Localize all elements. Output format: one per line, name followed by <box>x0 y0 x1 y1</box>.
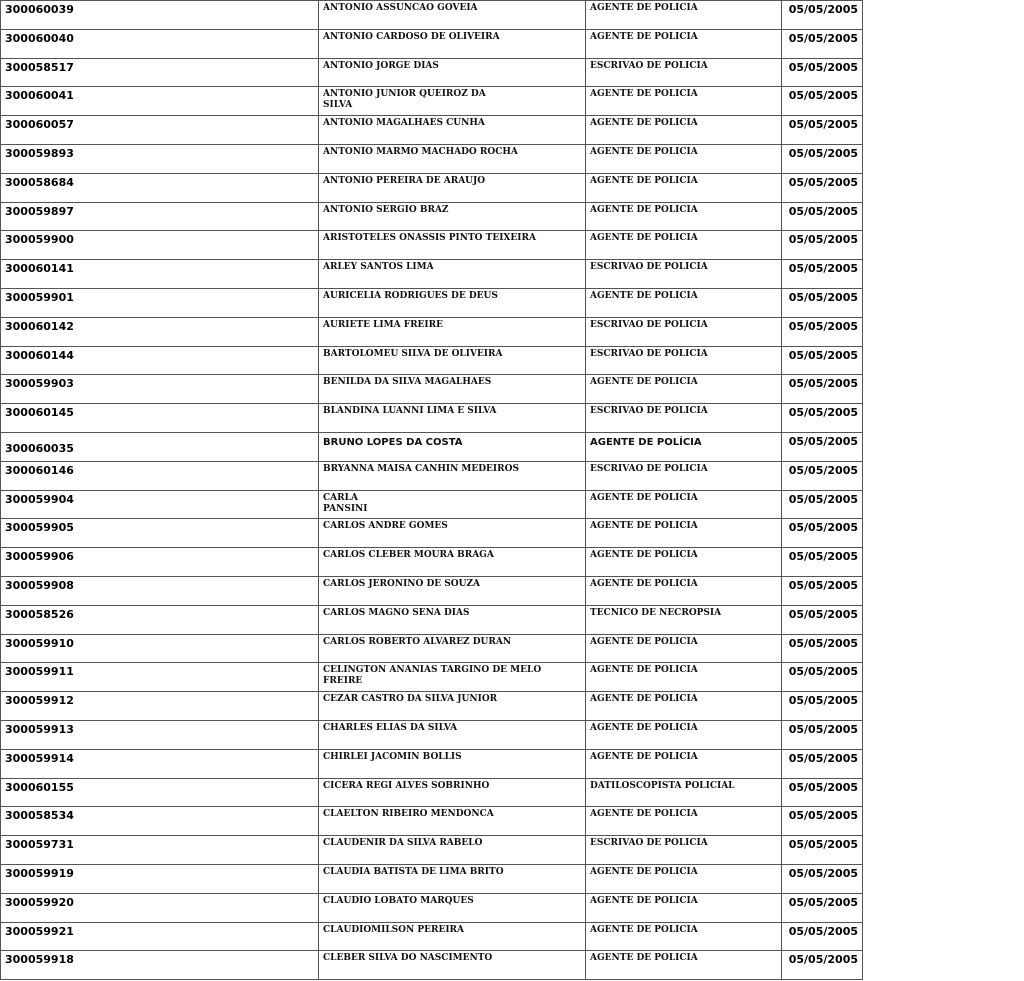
registration-id-cell: 300060142 <box>1 317 319 346</box>
job-title-cell: AGENTE DE POLICIA <box>586 87 782 116</box>
registration-id-cell: 300059893 <box>1 144 319 173</box>
job-title-cell: AGENTE DE POLICIA <box>586 202 782 231</box>
date-cell: 05/05/2005 <box>782 29 863 58</box>
date-cell: 05/05/2005 <box>782 634 863 663</box>
employee-name-cell: CARLOS CLEBER MOURA BRAGA <box>319 548 586 577</box>
table-row <box>1 346 863 375</box>
registration-id-cell: 300060040 <box>1 29 319 58</box>
employee-name-cell: ARISTOTELES ONASSIS PINTO TEIXEIRA <box>319 231 586 260</box>
registration-id-cell: 300059900 <box>1 231 319 260</box>
registration-id-cell: 300058534 <box>1 807 319 836</box>
table-row <box>1 231 863 260</box>
date-cell: 05/05/2005 <box>782 58 863 87</box>
date-cell: 05/05/2005 <box>782 144 863 173</box>
registration-id-cell: 300060146 <box>1 461 319 490</box>
registration-id-cell: 300059911 <box>1 663 319 692</box>
table-row <box>1 605 863 634</box>
employee-name-cell: ANTONIO MAGALHAES CUNHA <box>319 116 586 145</box>
job-title-cell: ESCRIVAO DE POLICIA <box>586 58 782 87</box>
job-title-cell: AGENTE DE POLICIA <box>586 288 782 317</box>
date-cell: 05/05/2005 <box>782 346 863 375</box>
date-cell: 05/05/2005 <box>782 288 863 317</box>
registration-id-cell: 300060041 <box>1 87 319 116</box>
employee-name-cell: CLAUDIOMILSON PEREIRA <box>319 922 586 951</box>
employee-name-cell: ANTONIO SERGIO BRAZ <box>319 202 586 231</box>
registration-id-cell: 300059914 <box>1 749 319 778</box>
table-row <box>1 1 863 30</box>
date-cell: 05/05/2005 <box>782 202 863 231</box>
employee-name-cell: ARLEY SANTOS LIMA <box>319 260 586 289</box>
date-cell: 05/05/2005 <box>782 317 863 346</box>
registration-id-cell: 300059897 <box>1 202 319 231</box>
employee-name-cell: ANTONIO PEREIRA DE ARAUJO <box>319 173 586 202</box>
employee-name-cell: CARLOS ANDRE GOMES <box>319 519 586 548</box>
date-cell: 05/05/2005 <box>782 116 863 145</box>
registration-id-cell: 300058526 <box>1 605 319 634</box>
table-row <box>1 404 863 433</box>
registration-id-cell: 300059912 <box>1 692 319 721</box>
date-cell: 05/05/2005 <box>782 1 863 30</box>
table-row <box>1 720 863 749</box>
date-cell: 05/05/2005 <box>782 490 863 519</box>
table-row <box>1 375 863 404</box>
job-title-cell: ESCRIVAO DE POLICIA <box>586 404 782 433</box>
table-row <box>1 893 863 922</box>
table-row <box>1 87 863 116</box>
registration-id-cell: 300059919 <box>1 864 319 893</box>
registration-id-cell: 300059920 <box>1 893 319 922</box>
registration-id-cell: 300059905 <box>1 519 319 548</box>
job-title-cell: AGENTE DE POLICIA <box>586 490 782 519</box>
job-title-cell: AGENTE DE POLICIA <box>586 720 782 749</box>
date-cell: 05/05/2005 <box>782 778 863 807</box>
date-cell: 05/05/2005 <box>782 461 863 490</box>
table-row <box>1 29 863 58</box>
registration-id-cell: 300059903 <box>1 375 319 404</box>
table-row <box>1 490 863 519</box>
registration-id-cell: 300059913 <box>1 720 319 749</box>
job-title-cell: AGENTE DE POLICIA <box>586 749 782 778</box>
job-title-cell: ESCRIVAO DE POLICIA <box>586 260 782 289</box>
date-cell: 05/05/2005 <box>782 576 863 605</box>
job-title-cell: AGENTE DE POLICIA <box>586 864 782 893</box>
date-cell: 05/05/2005 <box>782 692 863 721</box>
table-row <box>1 836 863 865</box>
table-row <box>1 663 863 692</box>
date-cell: 05/05/2005 <box>782 173 863 202</box>
employee-name-cell: ANTONIO CARDOSO DE OLIVEIRA <box>319 29 586 58</box>
table-row <box>1 692 863 721</box>
employee-name-cell: CARLA PANSINI <box>319 490 586 519</box>
job-title-cell: AGENTE DE POLICIA <box>586 692 782 721</box>
job-title-cell: AGENTE DE POLICIA <box>586 144 782 173</box>
job-title-cell: AGENTE DE POLICIA <box>586 663 782 692</box>
date-cell: 05/05/2005 <box>782 432 863 461</box>
registration-id-cell: 300059904 <box>1 490 319 519</box>
registration-id-cell: 300060057 <box>1 116 319 145</box>
table-row <box>1 634 863 663</box>
employee-name-cell: BRUNO LOPES DA COSTA <box>319 432 586 461</box>
date-cell: 05/05/2005 <box>782 404 863 433</box>
date-cell: 05/05/2005 <box>782 605 863 634</box>
table-row <box>1 778 863 807</box>
employee-name-cell: CLAUDIO LOBATO MARQUES <box>319 893 586 922</box>
employee-name-cell: BENILDA DA SILVA MAGALHAES <box>319 375 586 404</box>
employee-name-cell: CLAUDENIR DA SILVA RABELO <box>319 836 586 865</box>
job-title-cell: ESCRIVAO DE POLICIA <box>586 317 782 346</box>
employee-name-cell: ANTONIO JORGE DIAS <box>319 58 586 87</box>
employee-name-cell: ANTONIO ASSUNCAO GOVEIA <box>319 1 586 30</box>
table-row <box>1 144 863 173</box>
job-title-cell: AGENTE DE POLICIA <box>586 29 782 58</box>
job-title-cell: AGENTE DE POLICIA <box>586 576 782 605</box>
job-title-cell: DATILOSCOPISTA POLICIAL <box>586 778 782 807</box>
job-title-cell: AGENTE DE POLICIA <box>586 893 782 922</box>
employee-name-cell: BLANDINA LUANNI LIMA E SILVA <box>319 404 586 433</box>
table-row <box>1 519 863 548</box>
job-title-cell: TECNICO DE NECROPSIA <box>586 605 782 634</box>
job-title-cell: ESCRIVAO DE POLICIA <box>586 836 782 865</box>
job-title-cell: AGENTE DE POLICIA <box>586 1 782 30</box>
employee-name-cell: ANTONIO MARMO MACHADO ROCHA <box>319 144 586 173</box>
employee-name-cell: CICERA REGI ALVES SOBRINHO <box>319 778 586 807</box>
roster-body <box>1 1 863 980</box>
table-row <box>1 202 863 231</box>
table-row <box>1 548 863 577</box>
job-title-cell: AGENTE DE POLICIA <box>586 375 782 404</box>
job-title-cell: AGENTE DE POLICIA <box>586 807 782 836</box>
employee-name-cell: CARLOS ROBERTO ALVAREZ DURAN <box>319 634 586 663</box>
table-row <box>1 260 863 289</box>
date-cell: 05/05/2005 <box>782 260 863 289</box>
registration-id-cell: 300058517 <box>1 58 319 87</box>
registration-id-cell: 300059906 <box>1 548 319 577</box>
employee-name-cell: CLAELTON RIBEIRO MENDONCA <box>319 807 586 836</box>
date-cell: 05/05/2005 <box>782 720 863 749</box>
table-row <box>1 288 863 317</box>
registration-id-cell: 300060035 <box>1 432 319 461</box>
job-title-cell: AGENTE DE POLICIA <box>586 951 782 980</box>
date-cell: 05/05/2005 <box>782 548 863 577</box>
job-title-cell: AGENTE DE POLICIA <box>586 231 782 260</box>
employee-name-cell: CLAUDIA BATISTA DE LIMA BRITO <box>319 864 586 893</box>
registration-id-cell: 300058684 <box>1 173 319 202</box>
date-cell: 05/05/2005 <box>782 375 863 404</box>
table-row <box>1 951 863 980</box>
registration-id-cell: 300060155 <box>1 778 319 807</box>
employee-name-cell: CELINGTON ANANIAS TARGINO DE MELO FREIRE <box>319 663 586 692</box>
date-cell: 05/05/2005 <box>782 519 863 548</box>
employee-name-cell: CHIRLEI JACOMIN BOLLIS <box>319 749 586 778</box>
registration-id-cell: 300060145 <box>1 404 319 433</box>
registration-id-cell: 300059731 <box>1 836 319 865</box>
table-row <box>1 864 863 893</box>
job-title-cell: ESCRIVAO DE POLICIA <box>586 461 782 490</box>
date-cell: 05/05/2005 <box>782 922 863 951</box>
date-cell: 05/05/2005 <box>782 87 863 116</box>
employee-name-cell: CEZAR CASTRO DA SILVA JUNIOR <box>319 692 586 721</box>
job-title-cell: AGENTE DE POLICIA <box>586 116 782 145</box>
date-cell: 05/05/2005 <box>782 663 863 692</box>
employee-name-cell: CHARLES ELIAS DA SILVA <box>319 720 586 749</box>
job-title-cell: AGENTE DE POLÍCIA <box>586 432 782 461</box>
job-title-cell: ESCRIVAO DE POLICIA <box>586 346 782 375</box>
employee-name-cell: AURIETE LIMA FREIRE <box>319 317 586 346</box>
employee-name-cell: CARLOS MAGNO SENA DIAS <box>319 605 586 634</box>
date-cell: 05/05/2005 <box>782 951 863 980</box>
date-cell: 05/05/2005 <box>782 893 863 922</box>
date-cell: 05/05/2005 <box>782 807 863 836</box>
registration-id-cell: 300059901 <box>1 288 319 317</box>
job-title-cell: AGENTE DE POLICIA <box>586 634 782 663</box>
employee-name-cell: CARLOS JERONINO DE SOUZA <box>319 576 586 605</box>
table-row <box>1 58 863 87</box>
job-title-cell: AGENTE DE POLICIA <box>586 173 782 202</box>
registration-id-cell: 300060141 <box>1 260 319 289</box>
table-row <box>1 173 863 202</box>
employee-name-cell: BRYANNA MAISA CANHIN MEDEIROS <box>319 461 586 490</box>
job-title-cell: AGENTE DE POLICIA <box>586 922 782 951</box>
table-row <box>1 116 863 145</box>
employee-name-cell: AURICELIA RODRIGUES DE DEUS <box>319 288 586 317</box>
table-row <box>1 576 863 605</box>
employee-name-cell: BARTOLOMEU SILVA DE OLIVEIRA <box>319 346 586 375</box>
table-row <box>1 749 863 778</box>
registration-id-cell: 300059918 <box>1 951 319 980</box>
date-cell: 05/05/2005 <box>782 231 863 260</box>
job-title-cell: AGENTE DE POLICIA <box>586 519 782 548</box>
date-cell: 05/05/2005 <box>782 749 863 778</box>
date-cell: 05/05/2005 <box>782 864 863 893</box>
table-row <box>1 432 863 461</box>
date-cell: 05/05/2005 <box>782 836 863 865</box>
employee-name-cell: CLEBER SILVA DO NASCIMENTO <box>319 951 586 980</box>
registration-id-cell: 300059910 <box>1 634 319 663</box>
employee-name-cell: ANTONIO JUNIOR QUEIROZ DA SILVA <box>319 87 586 116</box>
registration-id-cell: 300060039 <box>1 1 319 30</box>
table-row <box>1 922 863 951</box>
registration-id-cell: 300060144 <box>1 346 319 375</box>
registration-id-cell: 300059908 <box>1 576 319 605</box>
job-title-cell: AGENTE DE POLICIA <box>586 548 782 577</box>
table-row <box>1 461 863 490</box>
table-row <box>1 807 863 836</box>
registration-id-cell: 300059921 <box>1 922 319 951</box>
table-row <box>1 317 863 346</box>
